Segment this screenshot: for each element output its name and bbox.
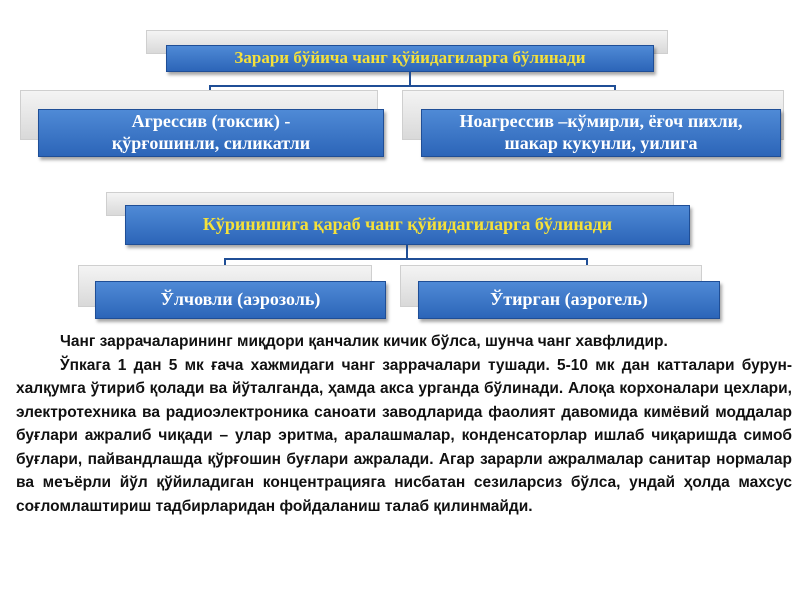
diagram1-connector-vertical: [409, 72, 411, 86]
diagram2-connector-horizontal: [224, 258, 587, 260]
diagram1-connector-horizontal: [209, 85, 615, 87]
diagram2-title-box: Кўринишига қараб чанг қўйидагиларга бўлинади: [125, 205, 690, 245]
diagram1-title-box: Зарари бўйича чанг қўйидагиларга бўлинади: [166, 45, 654, 72]
paragraph-2: [16, 354, 792, 519]
diagram2-connector-vertical: [406, 245, 408, 259]
paragraph-1-text: Чанг заррачаларининг миқдори қанчалик кичик бўлса, шунча чанг хавфлидир.: [60, 333, 668, 350]
paragraph-2-text: Ўпкага 1 дан 5 мк ғача хажмидаги чанг заррачалари тушади. 5-10 мк дан катталари бурун- халқумга ўтириб қолади ва йўталганда, ҳамда акса урганда бўлинади. Алоқа корхоналари цехлари, электротехника ва радиоэлектроника саноати заводларида фаолият давомида кимёвий моддалар буғлари ажралиб чиқади – улар эритма, аралашмалар, конденсаторлар ишлаб чиқаришда симоб буғлари, пайвандлашда қўрғошин буғлари ажралади. Агар зарарли ажралмалар санитар нормалар ва меъёрли йўл қўйиладиган концентрацияга нисбатан сезиларсиз бўлса, ундай ҳолда махсус соғломлаштириш тадбирларидан фойдаланиш талаб қилинмайди.: [16, 356, 792, 515]
body-text: [16, 330, 792, 518]
paragraph-1: [16, 330, 792, 354]
diagram1-left-box: Агрессив (токсик) - қўрғошинли, силикатли: [38, 109, 384, 157]
diagram2-right-box: Ўтирган (аэрогель): [418, 281, 720, 319]
diagram2-left-box: Ўлчовли (аэрозоль): [95, 281, 386, 319]
diagram1-right-box: Ноагрессив –кўмирли, ёғоч пихли, шакар кукунли, уилига: [421, 109, 781, 157]
